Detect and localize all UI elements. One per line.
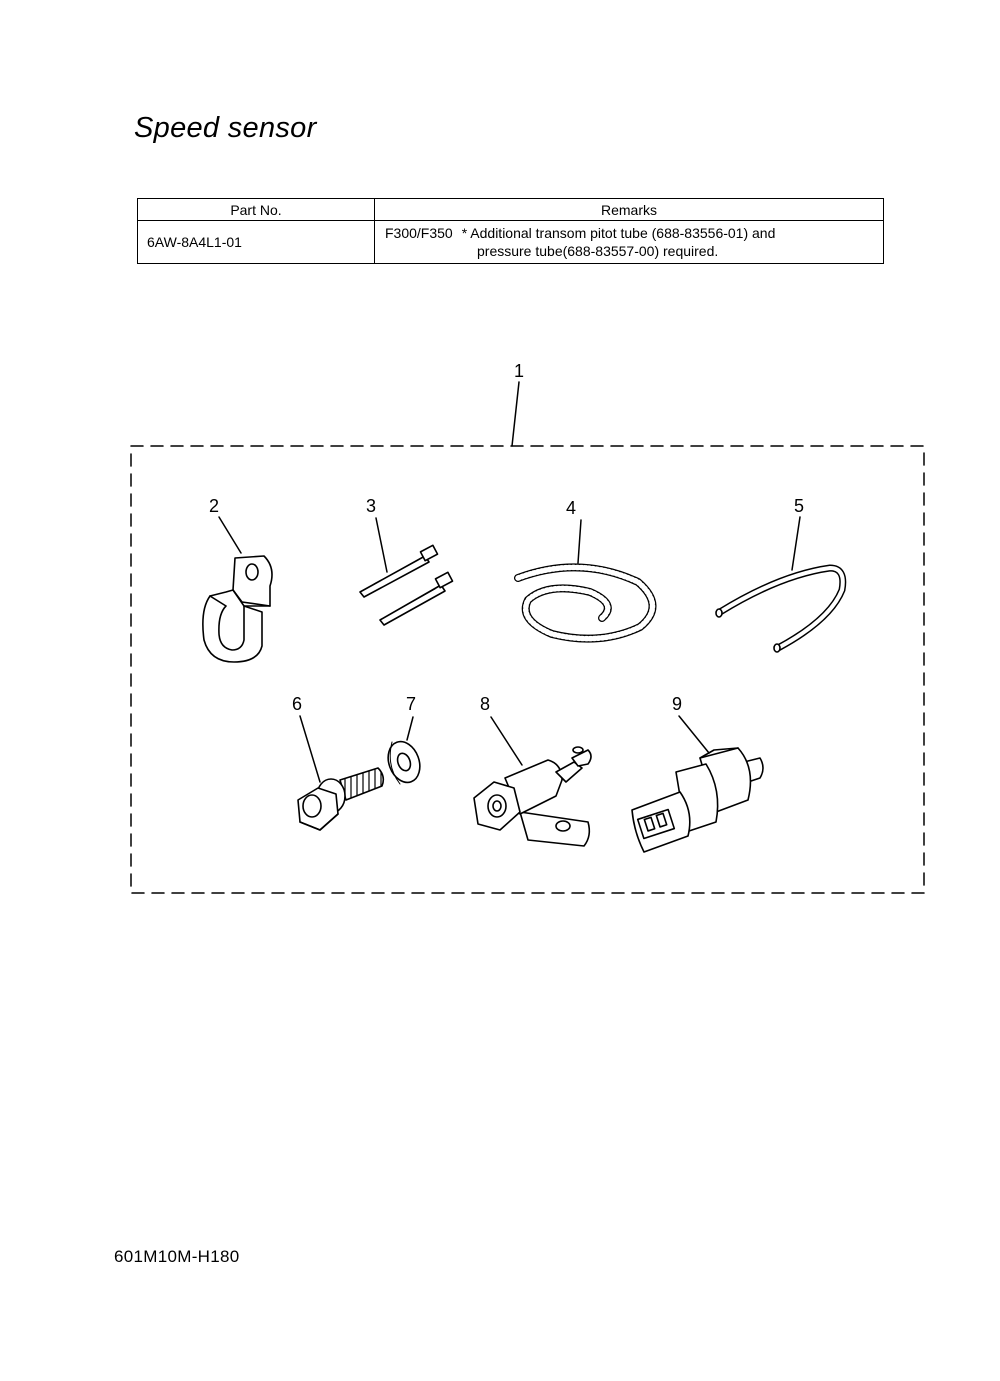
flange-bolt-icon: [298, 768, 383, 830]
pressure-sensor-icon: [632, 748, 763, 852]
leader-lines: [219, 382, 800, 782]
callout-1: 1: [514, 361, 525, 381]
corrugated-tube-icon: [518, 567, 653, 638]
callout-7: 7: [406, 694, 417, 714]
hose-icon: [716, 568, 843, 652]
remarks-models: F300/F350: [385, 225, 453, 241]
remarks-line-2: pressure tube(688-83557-00) required.: [477, 243, 719, 259]
callout-4: 4: [566, 498, 577, 518]
callout-8: 8: [480, 694, 491, 714]
header-part-no: Part No.: [138, 199, 375, 221]
page-title: Speed sensor: [134, 112, 317, 144]
cable-tie-icon: [360, 545, 453, 625]
diagram-code: 601M10M-H180: [114, 1247, 240, 1266]
callout-9: 9: [672, 694, 683, 714]
header-remarks: Remarks: [375, 199, 884, 221]
remarks-text-1: * Additional transom pitot tube (688-83556-01) and: [461, 225, 776, 241]
callout-3: 3: [366, 496, 377, 516]
p-clamp-icon: [203, 556, 272, 662]
callout-6: 6: [292, 694, 303, 714]
callout-2: 2: [209, 496, 220, 516]
washer-icon: [383, 737, 426, 787]
callout-5: 5: [794, 496, 805, 516]
part-number-cell: 6AW-8A4L1-01: [138, 221, 375, 264]
sensor-bracket-fitting-icon: [474, 747, 591, 846]
